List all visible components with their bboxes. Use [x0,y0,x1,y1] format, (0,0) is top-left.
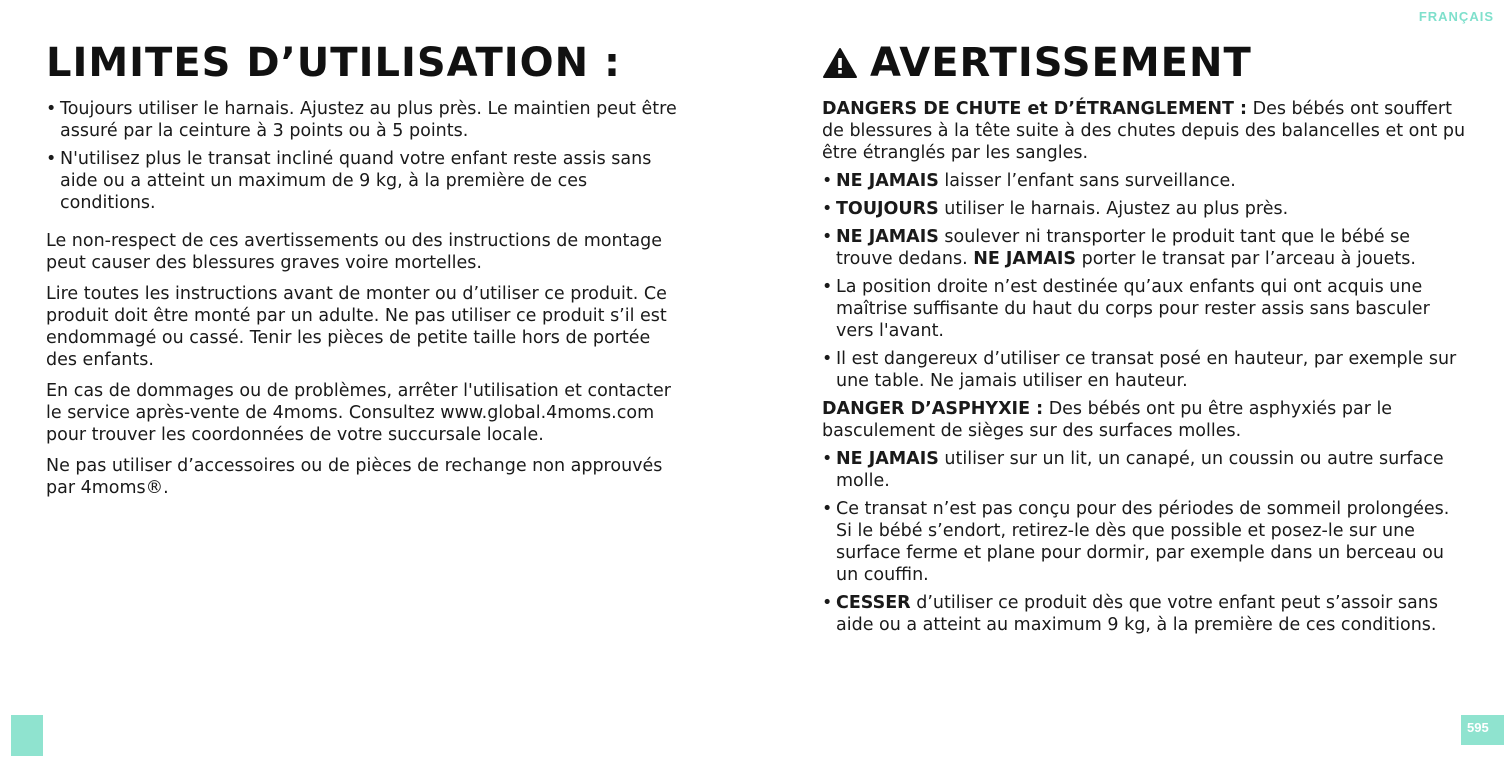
fall-hazard-list [822,170,1470,392]
language-label: FRANÇAIS [1418,9,1494,24]
bullet-icon: • [822,227,833,247]
bullet-icon: • [822,499,833,519]
asphyxia-hazard-heading: DANGER D’ASPHYXIE : [822,399,1044,419]
bullet-icon: • [46,99,57,119]
bullet-icon: • [822,349,833,369]
paragraph: Lire toutes les instructions avant de monter ou d’utiliser ce produit. Ce produit doit être monté par un adulte. Ne pas utiliser ce produit s’il est endommagé ou cassé. Tenir les pièces de petite taille hors de portée des enfants. [46,284,667,370]
usage-limits-title: LIMITES D’UTILISATION : [46,40,622,86]
bullet-icon: • [822,199,833,219]
bullet-icon: • [822,277,833,297]
list-item: • La position droite n’est destinée qu’aux enfants qui ont acquis une maîtrise suffisante du haut du corps pour rester assis sans basculer vers l'avant. [822,277,1430,341]
list-item: • Il est dangereux d’utiliser ce transat posé en hauteur, par exemple sur une table. Ne jamais utiliser en hauteur. [822,349,1457,391]
paragraph: Ne pas utiliser d’accessoires ou de pièces de rechange non approuvés par 4moms®. [46,456,663,498]
fall-hazard-heading: DANGERS DE CHUTE et D’ÉTRANGLEMENT : [822,99,1248,119]
fall-hazard-paragraph: DANGERS DE CHUTE et D’ÉTRANGLEMENT : Des bébés ont souffert de blessures à la tête suite à des chutes depuis des balancelles et ont pu être étranglés par les sangles. [822,99,1466,163]
list-item: • Ce transat n’est pas conçu pour des périodes de sommeil prolongées. Si le bébé s’endort, retirez-le dès que possible et posez-le sur une surface ferme et plane pour dormir, par exemple dans un berceau ou un couffin. [822,499,1450,585]
warning-title: AVERTISSEMENT [870,40,1252,86]
usage-limits-section [46,40,686,508]
list-item: • NE JAMAIS soulever ni transporter le produit tant que le bébé se trouve dedans. NE JAMAIS porter le transat par l’arceau à jouets. [822,227,1416,269]
page-number: 595 [1461,715,1504,745]
warning-section [822,40,1470,642]
list-item: • NE JAMAIS laisser l’enfant sans surveillance. [822,171,1236,191]
list-item: • NE JAMAIS utiliser sur un lit, un canapé, un coussin ou autre surface molle. [822,449,1444,491]
bullet-icon: • [822,449,833,469]
asphyxia-hazard-paragraph: DANGER D’ASPHYXIE : Des bébés ont pu être asphyxiés par le basculement de sièges sur des surfaces molles. [822,399,1393,441]
bullet-icon: • [46,149,57,169]
paragraph: En cas de dommages ou de problèmes, arrêter l'utilisation et contacter le service après-vente de 4moms. Consultez www.global.4moms.com pour trouver les coordonnées de votre succursale locale. [46,381,671,445]
bullet-icon: • [822,171,833,191]
list-item: • TOUJOURS utiliser le harnais. Ajustez au plus près. [822,199,1289,219]
usage-limits-list [46,98,686,214]
asphyxia-hazard-list [822,448,1470,636]
list-item: • Toujours utiliser le harnais. Ajustez au plus près. Le maintien peut être assuré par la ceinture à 3 points ou à 5 points. [46,99,677,141]
page-tab-marker [11,715,43,756]
warning-title-row [822,40,1470,86]
paragraph: Le non-respect de ces avertissements ou des instructions de montage peut causer des blessures graves voire mortelles. [46,231,663,273]
list-item: • CESSER d’utiliser ce produit dès que votre enfant peut s’assoir sans aide ou a atteint au maximum 9 kg, à la première de ces conditions. [822,593,1438,635]
bullet-icon: • [822,593,833,613]
warning-triangle-icon [822,47,858,79]
list-item: • N'utilisez plus le transat incliné quand votre enfant reste assis sans aide ou a atteint un maximum de 9 kg, à la première de ces conditions. [46,149,652,213]
